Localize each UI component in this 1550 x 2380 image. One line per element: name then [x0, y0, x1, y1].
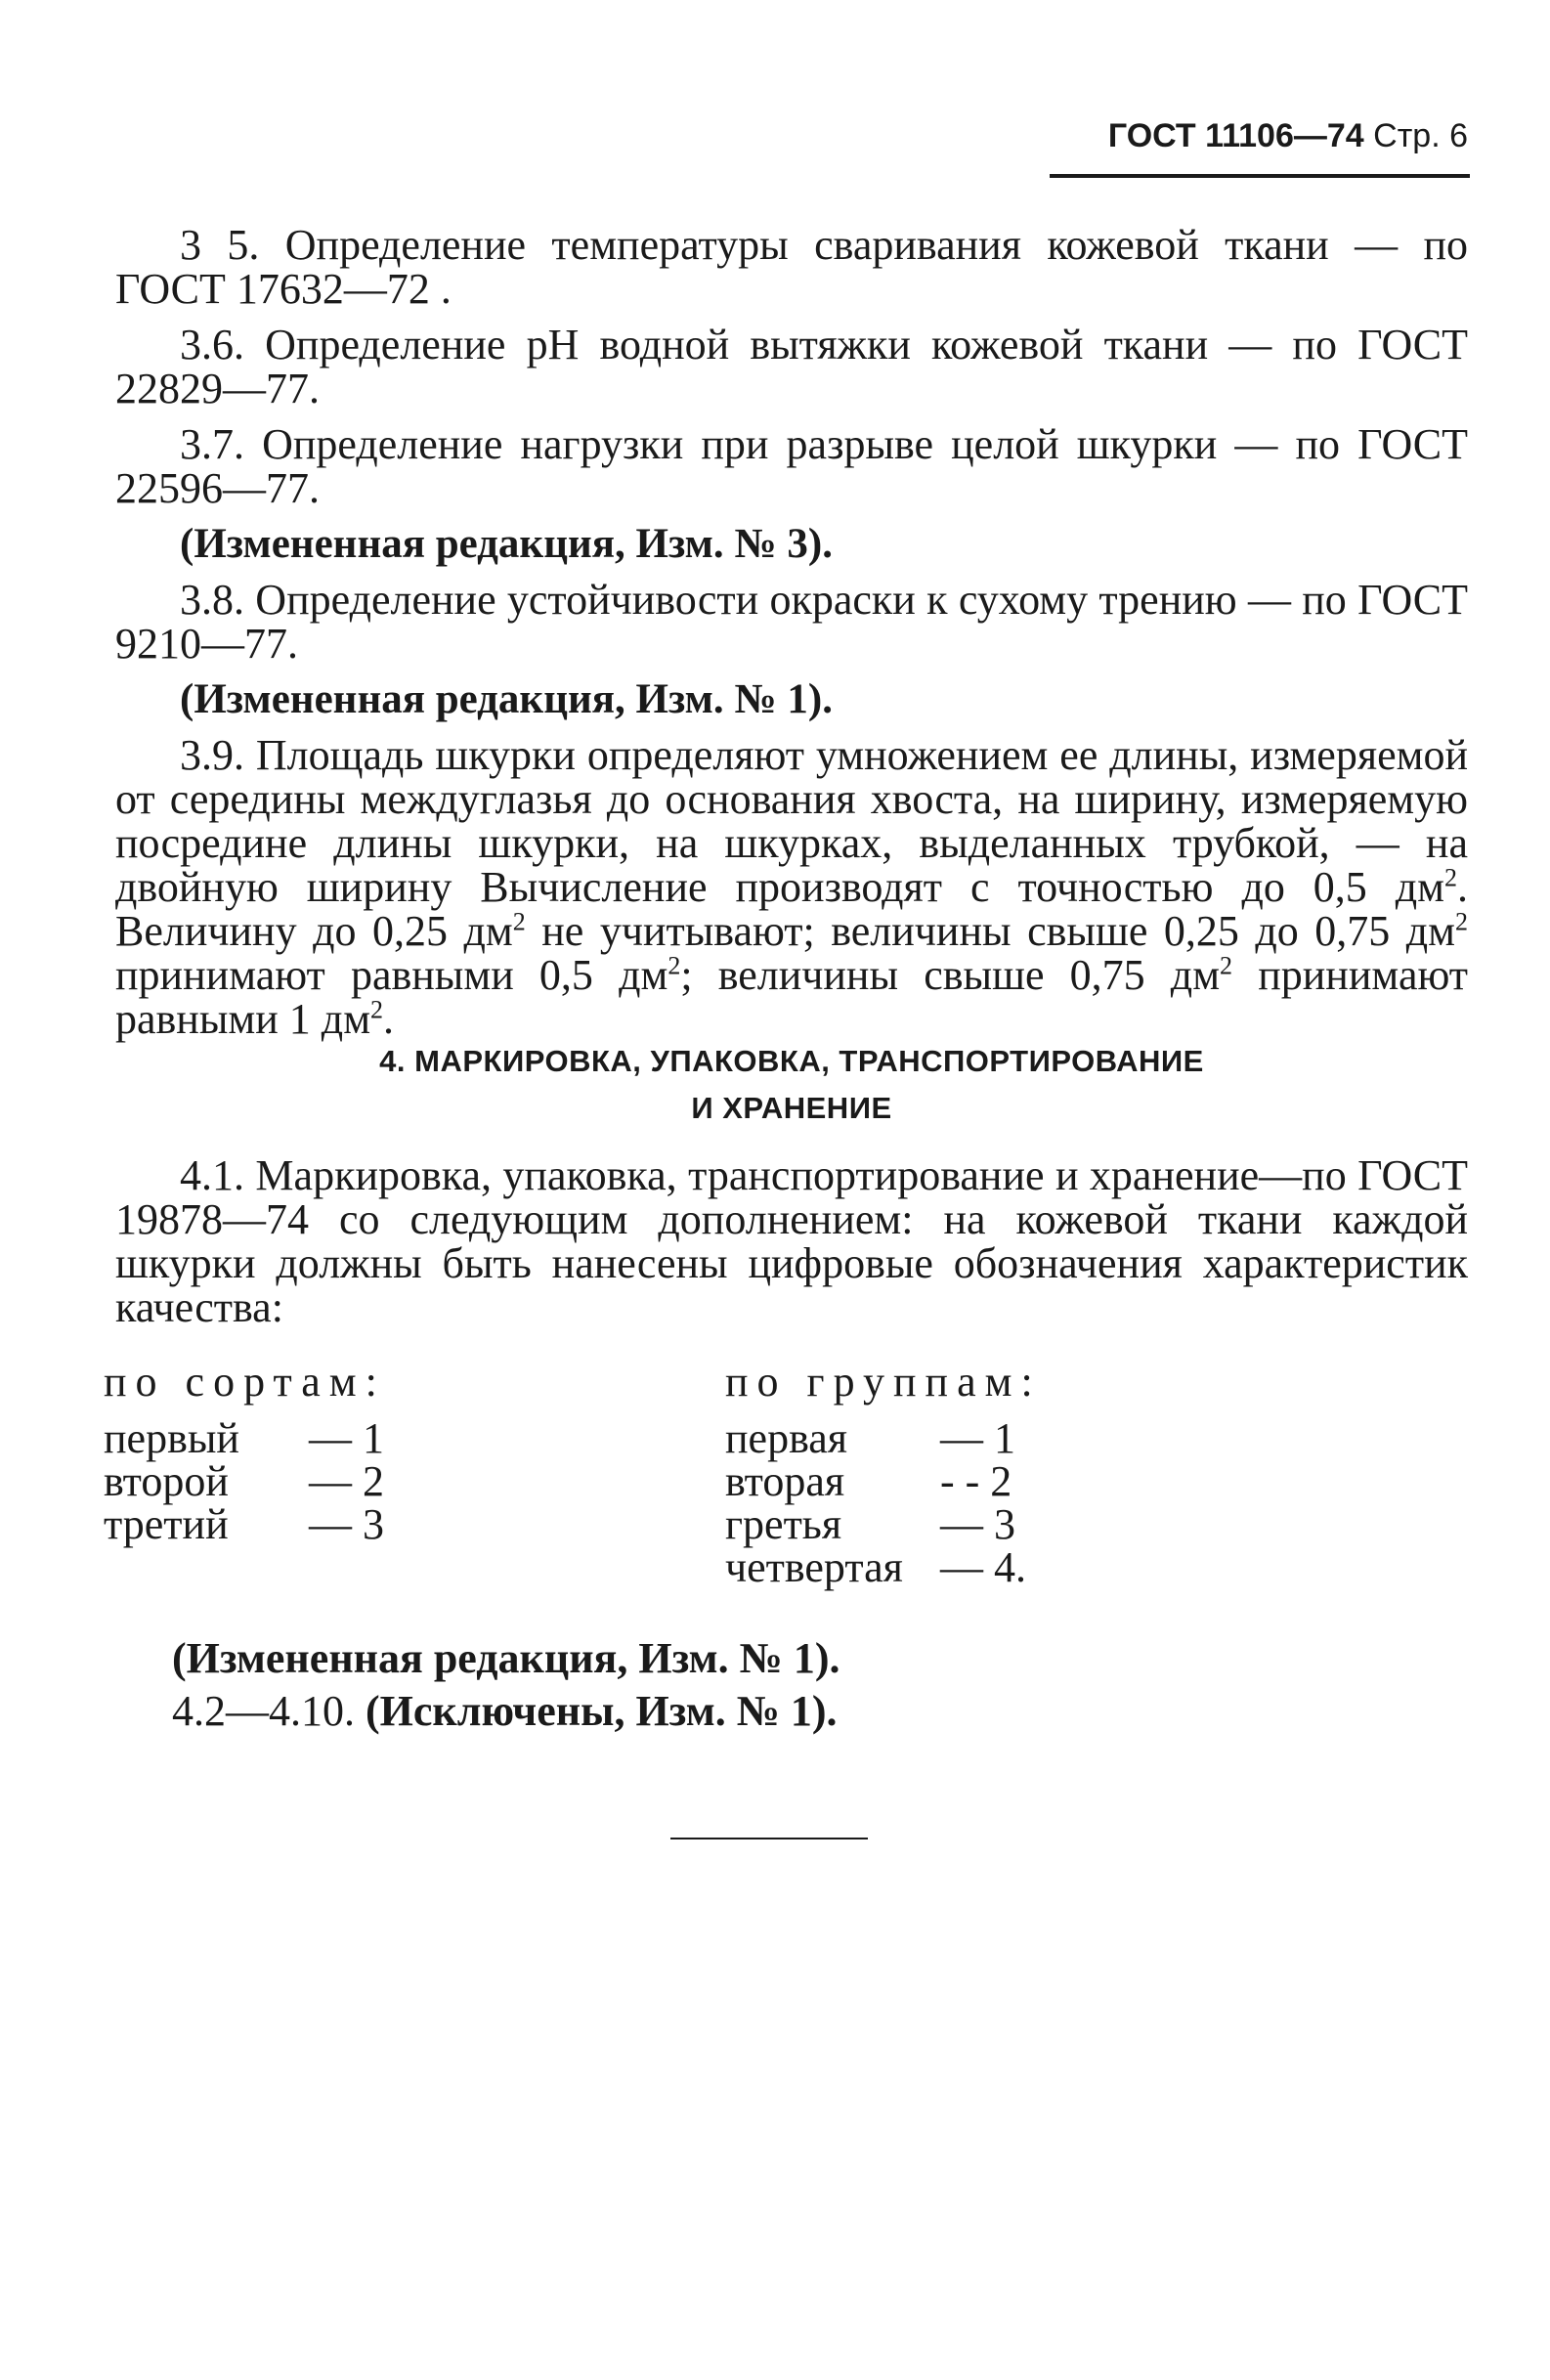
- item-4-1: 4.1. Маркировка, упаковка, транспортирование и хранение—по ГОСТ 19878—74 со следующим дополнением: на кожевой ткани каждой шкурки должны быть нанесены цифровые обозначения характеристик качества:: [115, 1151, 1468, 1331]
- section-4-body: [115, 1153, 1468, 1341]
- header-rule: [1050, 174, 1470, 178]
- group-row: гретья — 3: [725, 1500, 1015, 1548]
- items-4-2-4-10: 4.2—4.10. (Исключены, Изм. № 1).: [172, 1687, 838, 1735]
- section-4-title: [115, 1038, 1468, 1132]
- groups-list: [725, 1358, 1272, 1591]
- item-4-1-note: (Измененная редакция, Изм. № 1).: [172, 1634, 840, 1682]
- section-3-body: [115, 223, 1468, 1053]
- item-3-8-note: (Измененная редакция, Изм. № 1).: [180, 676, 833, 722]
- grades-heading: по сортам:: [104, 1358, 386, 1406]
- grade-row: второй — 2: [104, 1457, 384, 1505]
- item-3-7: 3.7. Определение нагрузки при разрыве целой шкурки — по ГОСТ 22596—77.: [115, 420, 1468, 512]
- item-3-5: 3 5. Определение температуры сваривания кожевой ткани — по ГОСТ 17632—72 .: [115, 221, 1468, 313]
- item-3-9: 3.9. Площадь шкурки определяют умножением ее длины, измеряемой от середины междуглазья до основания хвоста, на ширину, измеряемую посредине длины шкурки, на шкурках, выделанных трубкой, — на двойную ширину Вычисление производят с точностью до 0,5 $дм^2$. Величину до 0,25 $дм^2$ не учитывают; величины свыше 0,25 до 0,75 $дм^2$ принимают равными 0,5 $дм^2$; величины свыше 0,75 $дм^2$ принимают равными 1 $дм^2$.: [115, 731, 1468, 1043]
- section-4-title-line-2: И ХРАНЕНИЕ: [691, 1091, 892, 1125]
- standard-code: ГОСТ 11106—74: [1107, 117, 1364, 154]
- end-rule: [670, 1838, 868, 1839]
- section-4-title-line-1: 4. МАРКИРОВКА, УПАКОВКА, ТРАНСПОРТИРОВАНИЕ: [379, 1044, 1204, 1078]
- closing-notes: [172, 1632, 840, 1738]
- item-3-6: 3.6. Определение рН водной вытяжки кожевой ткани — по ГОСТ 22829—77.: [115, 321, 1468, 412]
- group-row: первая — 1: [725, 1414, 1015, 1462]
- group-row: четвертая — 4.: [725, 1543, 1026, 1591]
- page-header: [1046, 117, 1468, 155]
- item-3-8: 3.8. Определение устойчивости окраски к сухому трению — по ГОСТ 9210—77.: [115, 576, 1468, 668]
- page-number: Стр. 6: [1373, 117, 1468, 154]
- group-row: вторая - - 2: [725, 1457, 1012, 1505]
- groups-heading: по группам:: [725, 1358, 1042, 1406]
- item-3-7-note: (Измененная редакция, Изм. № 3).: [180, 521, 833, 567]
- grade-row: третий — 3: [104, 1500, 384, 1548]
- grades-list: [104, 1358, 651, 1548]
- grade-row: первый — 1: [104, 1414, 384, 1462]
